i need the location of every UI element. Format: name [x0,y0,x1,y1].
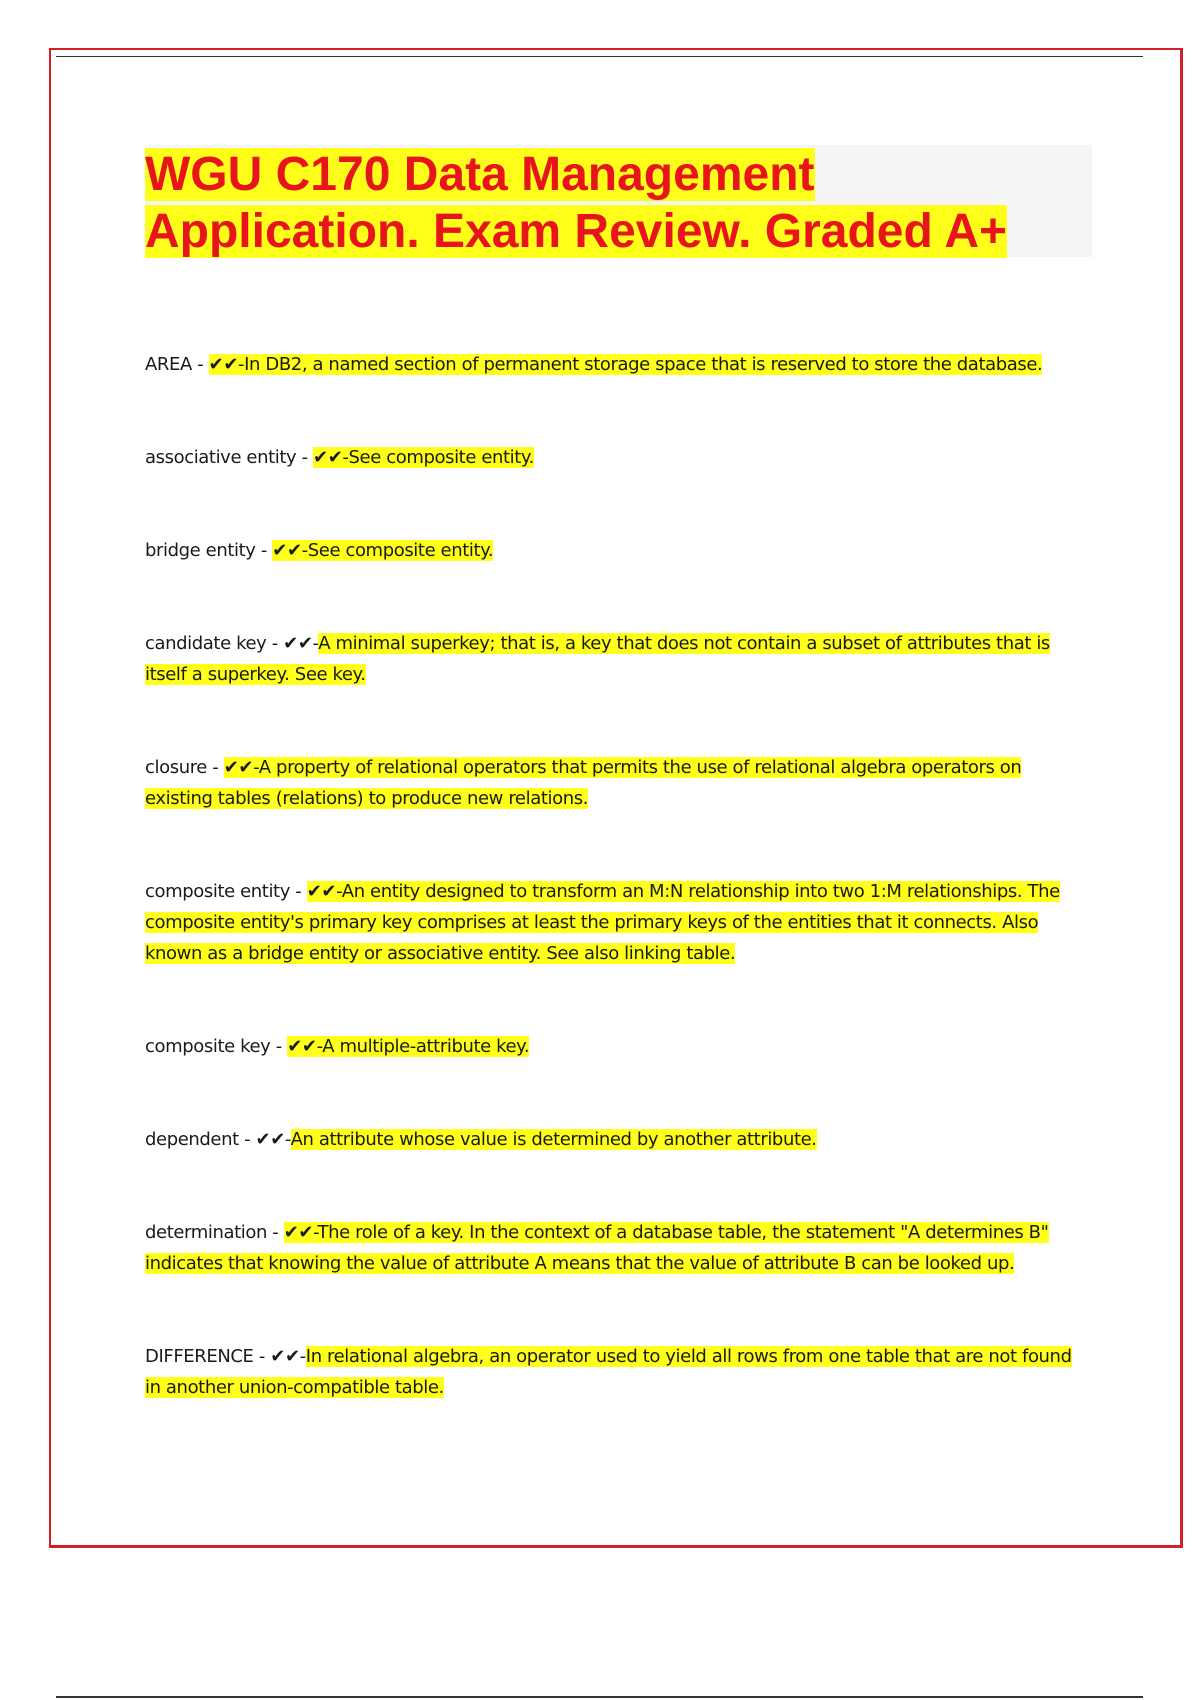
glossary-list [145,349,1085,1465]
entry-term: dependent [145,1129,239,1150]
entry-definition-highlight [145,1222,1049,1274]
check-icon: ✔✔ [283,633,313,654]
entry-definition: -See composite entity. [342,447,534,468]
glossary-entry: AREA - ✔✔-In DB2, a named section of permanent storage space that is reserved to store the database. [145,354,1043,375]
entry-separator: - [284,1129,291,1150]
entry-definition-highlight [209,354,1043,375]
entry-definition: -A property of relational operators that permits the use of relational algebra operators on existing tables (relations) to produce new relations. [145,757,1022,809]
entry-term: composite entity [145,881,290,902]
entry-definition-highlight [272,540,493,561]
check-icon: ✔✔ [313,447,343,468]
entry-term: candidate key [145,633,267,654]
check-icon: ✔✔ [287,1036,317,1057]
document-title [145,146,1092,260]
entry-term: bridge entity [145,540,256,561]
entry-definition-highlight [145,757,1021,809]
check-icon: ✔✔ [272,540,302,561]
glossary-entry: candidate key - ✔✔-A minimal superkey; that is, a key that does not contain a subset of attributes that is itself a superkey. See key. [145,633,1050,685]
entry-definition: -In DB2, a named section of permanent storage space that is reserved to store the database. [238,354,1043,375]
glossary-entry: composite key - ✔✔-A multiple-attribute key. [145,1036,530,1057]
glossary-entry: closure - ✔✔-A property of relational operators that permits the use of relational algebra operators on existing tables (relations) to produce new relations. [145,757,1022,809]
entry-definition: -A multiple-attribute key. [316,1036,530,1057]
entry-separator: - [312,633,319,654]
entry-definition: -See composite entity. [301,540,494,561]
glossary-entry: associative entity - ✔✔-See composite entity. [145,447,534,468]
title-line-1: WGU C170 Data Management [145,148,815,201]
glossary-entry: DIFFERENCE - ✔✔-In relational algebra, an operator used to yield all rows from one table that are not found in another union-compatible table. [145,1346,1072,1398]
entry-definition-highlight [313,447,534,468]
check-icon: ✔✔ [223,757,254,778]
entry-definition: In relational algebra, an operator used to yield all rows from one table that are not found in another union-compatible table. [145,1346,1072,1398]
glossary-entry: bridge entity - ✔✔-See composite entity. [145,540,494,561]
check-icon: ✔✔ [283,1222,314,1243]
bottom-rule [56,1696,1143,1698]
entry-term: associative entity [145,447,297,468]
entry-definition: An attribute whose value is determined by another attribute. [290,1129,817,1150]
entry-definition: A minimal superkey; that is, a key that does not contain a subset of attributes that is itself a superkey. See key. [145,633,1050,685]
check-icon: ✔✔ [306,881,337,902]
entry-term: AREA [145,354,192,375]
top-rule [56,56,1143,57]
check-icon: ✔✔ [270,1346,300,1367]
glossary-entry: composite entity - ✔✔-An entity designed to transform an M:N relationship into two 1:M relationships. The composite entity's primary key comprises at least the primary keys of the entities that it connects. Also known as a bridge entity or associative entity. See also linking table. [145,881,1060,964]
title-line-2: Application. Exam Review. Graded A+ [145,205,1008,258]
check-icon: ✔✔ [255,1129,285,1150]
entry-term: closure [145,757,207,778]
glossary-entry: determination - ✔✔-The role of a key. In the context of a database table, the statement "A determines B" indicates that knowing the value of attribute A means that the value of attribute B can be looked up. [145,1222,1049,1274]
entry-separator: - [299,1346,306,1367]
entry-term: determination [145,1222,267,1243]
entry-term: DIFFERENCE [145,1346,254,1367]
entry-definition: -An entity designed to transform an M:N relationship into two 1:M relationships. The composite entity's primary key comprises at least the primary keys of the entities that it connects. Also known as a bridge entity or associative entity. See also linking table. [145,881,1060,964]
entry-definition-highlight [287,1036,529,1057]
entry-definition: -The role of a key. In the context of a database table, the statement "A determines B" indicates that knowing the value of attribute A means that the value of attribute B can be looked up. [145,1222,1049,1274]
glossary-entry: dependent - ✔✔-An attribute whose value is determined by another attribute. [145,1129,817,1150]
entry-term: composite key [145,1036,271,1057]
check-icon: ✔✔ [208,354,239,375]
